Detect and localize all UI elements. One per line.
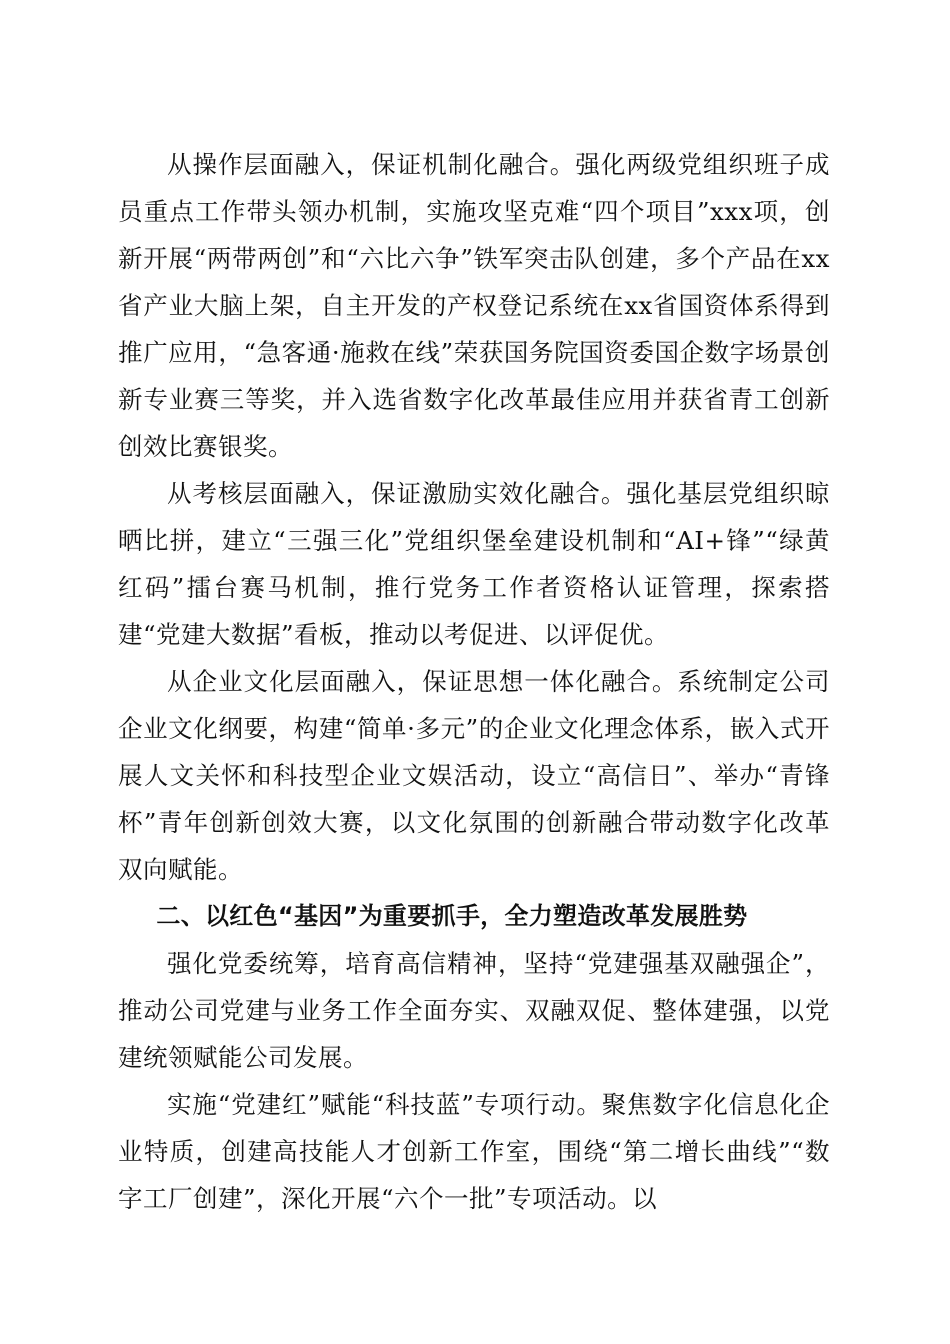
paragraph-party-coordination: 强化党委统筹，培育高信精神，坚持“党建强基双融强企”，推动公司党建与业务工作全面夯实、双融双促、整体建强，以党建统领赋能公司发展。 bbox=[118, 949, 830, 1072]
section-heading: 二、以红色“基因”为重要抓手，全力塑造改革发展胜势 bbox=[156, 902, 748, 930]
paragraph-culture-integration: 从企业文化层面融入，保证思想一体化融合。系统制定公司企业文化纲要，构建“简单·多元”的企业文化理念体系，嵌入式开展人文关怀和科技型企业文娱活动，设立“高信日”、举办“青锋杯”青年创新创效大赛，以文化氛围的创新融合带动数字化改革双向赋能。 bbox=[118, 667, 830, 884]
paragraph-red-blue-action: 实施“党建红”赋能“科技蓝”专项行动。聚焦数字化信息化企业特质，创建高技能人才创新工作室，围绕“第二增长曲线”“数字工厂创建”，深化开展“六个一批”专项活动。以 bbox=[118, 1090, 830, 1213]
paragraph-operation-integration: 从操作层面融入，保证机制化融合。强化两级党组织班子成员重点工作带头领办机制，实施攻坚克难“四个项目”xxx项，创新开展“两带两创”和“六比六争”铁军突击队创建，多个产品在xx省产业大脑上架，自主开发的产权登记系统在xx省国资体系得到推广应用，“急客通·施救在线”荣获国务院国资委国企数字场景创新专业赛三等奖，并入选省数字化改革最佳应用并获省青工创新创效比赛银奖。 bbox=[118, 150, 830, 461]
document-page bbox=[118, 141, 830, 1222]
paragraph-assessment-integration: 从考核层面融入，保证激励实效化融合。强化基层党组织晾晒比拼，建立“三强三化”党组织堡垒建设机制和“AI+锋”“绿黄红码”擂台赛马机制，推行党务工作者资格认证管理，探索搭建“党建大数据”看板，推动以考促进、以评促优。 bbox=[118, 479, 830, 649]
